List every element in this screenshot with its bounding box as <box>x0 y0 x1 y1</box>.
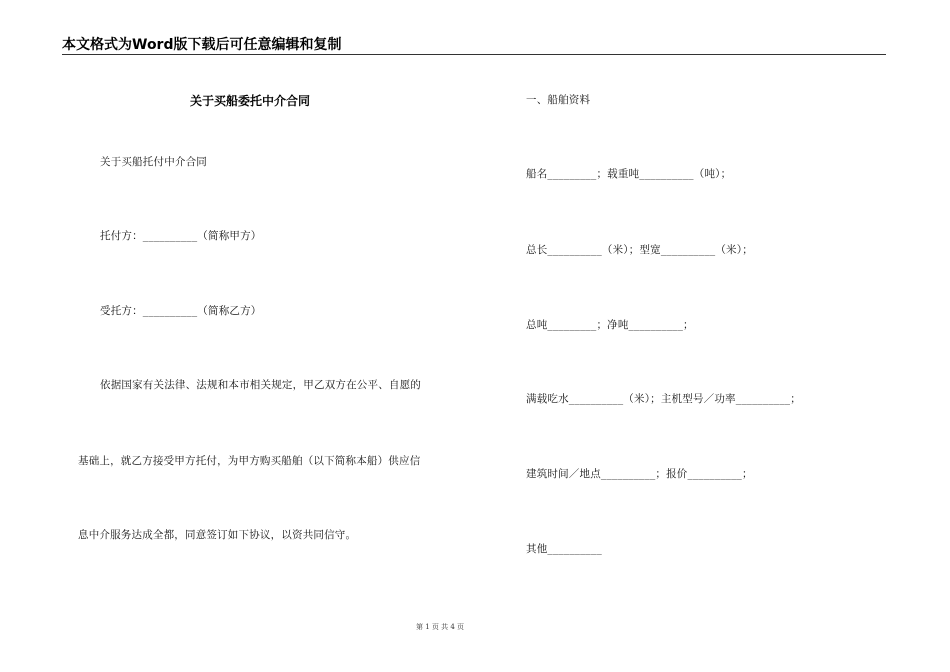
page-number: 第 1 页 共 4 页 <box>415 623 465 631</box>
ship-field-build-price: 建筑时间／地点__________；报价__________； <box>526 468 753 480</box>
ship-field-draft-engine: 满载吃水__________（米）；主机型号／功率__________； <box>526 393 801 405</box>
left-para-agent: 受托方：__________（简称乙方） <box>100 305 262 317</box>
section-heading-ship-info: 一、船舶资料 <box>526 94 591 106</box>
left-para-body-line-1: 依据国家有关法律、法规和本市相关规定，甲乙双方在公平、自愿的 <box>100 379 421 391</box>
left-para-subtitle: 关于买船托付中介合同 <box>100 156 207 168</box>
ship-field-length-width: 总长__________（米）；型宽__________（米）； <box>526 244 753 256</box>
ship-field-name-tonnage: 船名_________；载重吨__________（吨）； <box>526 168 732 180</box>
ship-field-gross-net: 总吨_________；净吨__________； <box>526 319 694 331</box>
page-header <box>62 34 886 55</box>
left-para-body-line-3: 息中介服务达成全都，同意签订如下协议，以资共同信守。 <box>78 529 357 541</box>
left-para-body-line-2: 基础上，就乙方接受甲方托付，为甲方购买船舶（以下简称本船）供应信 <box>78 455 421 467</box>
document-title: 关于买船委托中介合同 <box>190 94 311 108</box>
left-para-client: 托付方：__________（简称甲方） <box>100 230 262 242</box>
header-text: 本文格式为Word版下载后可任意编辑和复制 <box>62 37 342 53</box>
ship-field-other: 其他__________ <box>526 543 602 555</box>
